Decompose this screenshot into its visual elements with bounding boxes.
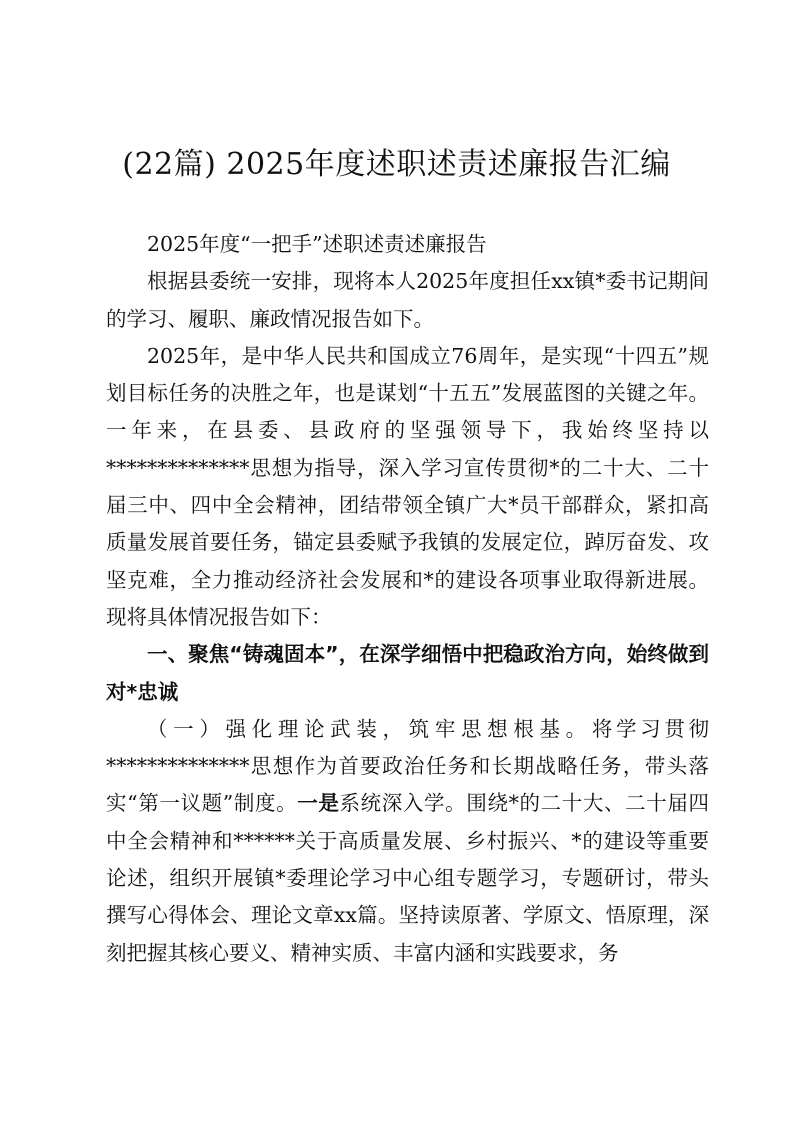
subsection-text: 将学习贯彻**************思想作为首要政治任务和长期战略任务，带头落实“第一议题”制度。 [106,716,710,816]
document-title: (22篇) 2025年度述职述责述廉报告汇编 [122,147,671,182]
subsection-heading: （一）强化理论武装，筑牢思想根基。 [147,716,592,741]
enumeration-marker: 一是 [297,791,340,816]
intro-paragraph: 根据县委统一安排，现将本人2025年度担任xx镇*委书记期间的学习、履职、廉政情况报告如下。 [106,269,709,331]
report-title: 2025年度“一把手”述职述责述廉报告 [147,232,487,256]
subsection-paragraph [106,711,709,972]
document-body [106,226,709,972]
section-heading: 一、聚焦“铸魂固本”，在深学细悟中把稳政治方向，始终做到对*忠诚 [106,642,709,704]
subsection-text-continued: 系统深入学。围绕*的二十大、二十届四中全会精神和******关于高质量发展、乡村振兴、*的建设等重要论述，组织开展镇*委理论学习中心组专题学习，专题研讨，带头撰写心得体会、理论文章xx篇。坚持读原著、学原文、悟原理，深刻把握其核心要义、精神实质、丰富内涵和实践要求，务 [106,791,709,965]
overview-paragraph: 2025年，是中华人民共和国成立76周年，是实现“十四五”规划目标任务的决胜之年，也是谋划“十五五”发展蓝图的关键之年。一年来，在县委、县政府的坚强领导下，我始终坚持以**************思想为指导，深入学习宣传贯彻*的二十大、二十届三中、四中全会精神，团结带领全镇广大*员干部群众，紧扣高质量发展首要任务，锚定县委赋予我镇的发展定位，踔厉奋发、攻坚克难，全力推动经济社会发展和*的建设各项事业取得新进展。现将具体情况报告如下： [106,343,709,629]
